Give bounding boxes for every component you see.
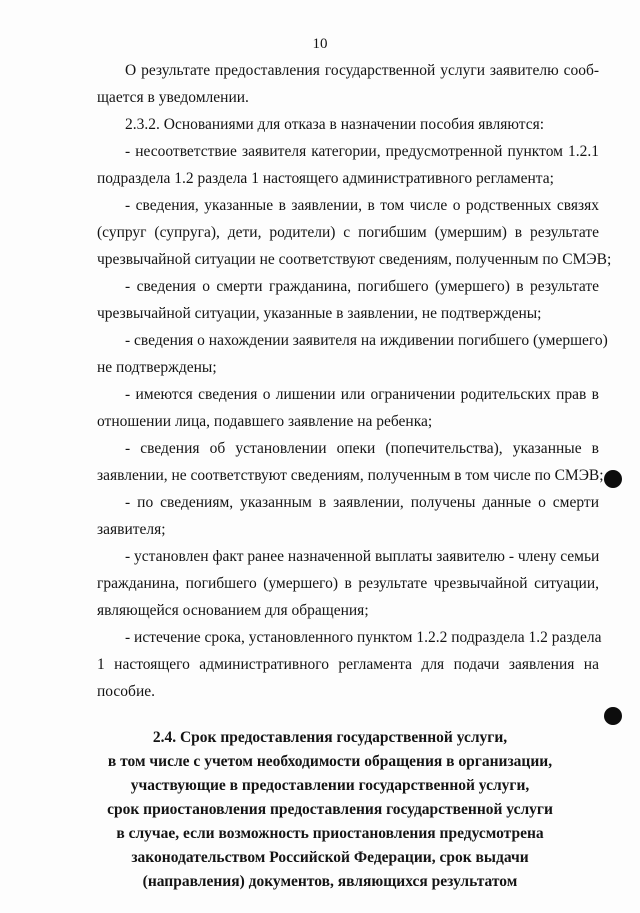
section-heading-2-3-2: 2.3.2. Основаниями для отказа в назначении пособия являются:	[125, 116, 545, 133]
list-item-line: - сведения, указанные в заявлении, в том числе о родственных связях	[125, 197, 599, 214]
list-item-line: пособие.	[97, 683, 155, 700]
list-item-line: гражданина, погибшего (умершего) в результате чрезвычайной ситуации,	[97, 575, 599, 592]
punch-hole	[604, 470, 622, 488]
list-item-line: - сведения о нахождении заявителя на иждивении погибшего (умершего)	[125, 332, 608, 349]
list-item-line: 1 настоящего административного регламента для подачи заявления на	[97, 656, 599, 673]
paragraph-line: щается в уведомлении.	[97, 89, 249, 106]
list-item-line: - имеются сведения о лишении или ограничении родительских прав в	[125, 386, 599, 403]
section-heading-line: участвующие в предоставлении государственной услуги,	[130, 777, 530, 794]
list-item-line: - установлен факт ранее назначенной выплаты заявителю - члену семьи	[125, 548, 600, 565]
list-item-line: чрезвычайной ситуации, указанные в заявлении, не подтверждены;	[97, 305, 542, 322]
section-heading-line: (направления) документов, являющихся результатом	[142, 873, 518, 890]
section-heading-line: в случае, если возможность приостановления предусмотрена	[116, 825, 544, 842]
list-item-line: не подтверждены;	[97, 359, 217, 376]
section-heading-line: в том числе с учетом необходимости обращения в организации,	[107, 753, 553, 770]
paragraph-line: О результате предоставления государственной услуги заявителю сооб-	[125, 62, 599, 79]
list-item-line: отношении лица, подавшего заявление на ребенка;	[97, 413, 433, 430]
list-item-line: заявлении, не соответствуют сведениям, полученным в том числе по СМЭВ;	[97, 467, 604, 484]
list-item-line: - сведения об установлении опеки (попечительства), указанные в	[125, 440, 599, 457]
page-number: 10	[312, 36, 328, 52]
section-heading-line: 2.4. Срок предоставления государственной услуги,	[152, 729, 508, 746]
section-heading-line: срок приостановления предоставления государственной услуги	[107, 801, 553, 818]
section-heading-line: законодательством Российской Федерации, срок выдачи	[131, 849, 529, 866]
list-item-line: - несоответствие заявителя категории, предусмотренной пунктом 1.2.1	[125, 143, 599, 160]
list-item-line: - по сведениям, указанным в заявлении, получены данные о смерти	[125, 494, 599, 511]
list-item-line: - сведения о смерти гражданина, погибшего (умершего) в результате	[125, 278, 599, 295]
punch-hole	[604, 707, 622, 725]
list-item-line: - истечение срока, установленного пунктом 1.2.2 подраздела 1.2 раздела	[125, 629, 602, 646]
list-item-line: заявителя;	[97, 521, 166, 538]
list-item-line: подраздела 1.2 раздела 1 настоящего административного регламента;	[97, 170, 554, 187]
list-item-line: являющейся основанием для обращения;	[97, 602, 369, 619]
list-item-line: чрезвычайной ситуации не соответствуют сведениям, полученным по СМЭВ;	[97, 251, 612, 268]
list-item-line: (супруг (супруга), дети, родители) с погибшим (умершим) в результате	[97, 224, 599, 241]
